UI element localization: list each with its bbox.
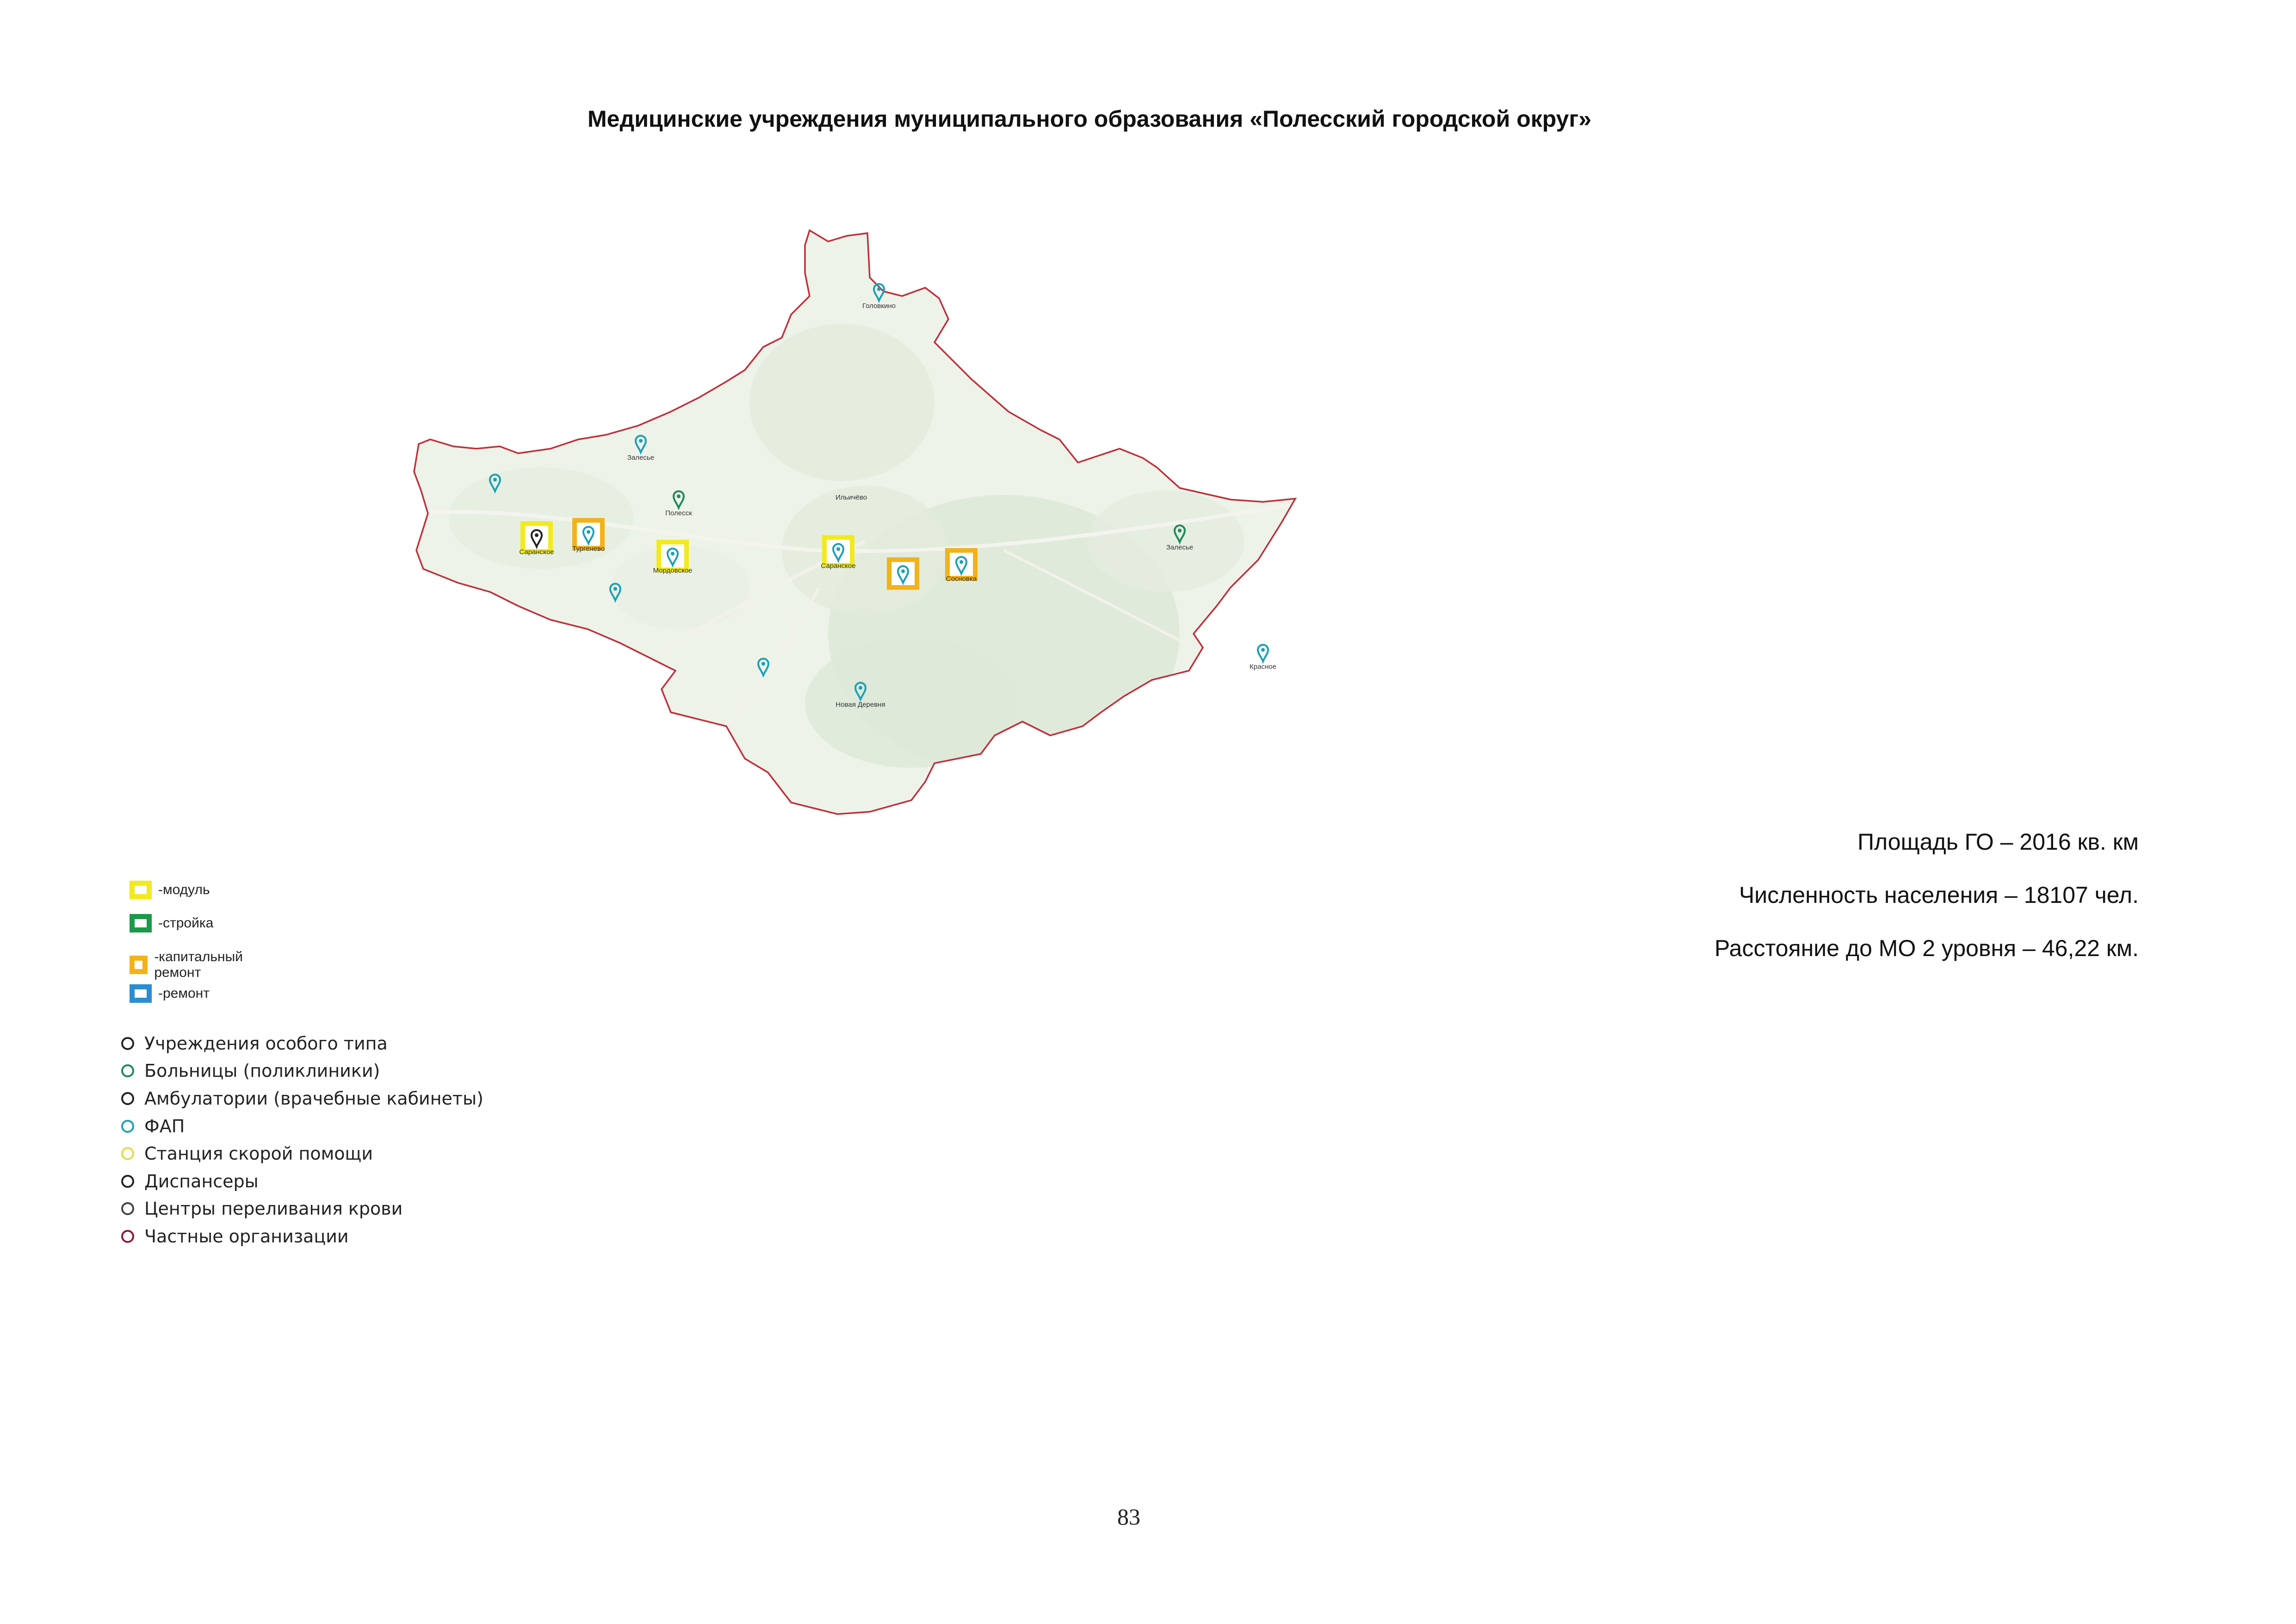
pin-dot (761, 662, 765, 666)
ambulatory-circle-icon (121, 1092, 134, 1105)
area-stat: Площадь ГО – 2016 кв. км (1857, 829, 2139, 855)
place-label: Саранское (519, 548, 554, 556)
distance-stat: Расстояние до МО 2 уровня – 46,22 км. (1714, 935, 2139, 961)
pin-dot (639, 439, 643, 443)
legend-label: -стройка (158, 915, 214, 931)
legend-row-hospitals (121, 1057, 483, 1085)
legend-row-dispensary (121, 1167, 483, 1195)
private-circle-icon (121, 1230, 134, 1243)
legend-label: Амбулатории (врачебные кабинеты) (144, 1088, 483, 1109)
legend-label: -ремонт (158, 986, 210, 1001)
legend-row-fap (121, 1112, 483, 1140)
place-label: Полесск (665, 509, 692, 517)
pin-dot (959, 560, 963, 564)
place-label: Ильичёво (835, 494, 867, 501)
pin-dot (587, 530, 590, 534)
place-label: Головкино (862, 302, 896, 310)
legend-label: Учреждения особого типа (144, 1033, 388, 1054)
pin-dot (877, 287, 881, 291)
page-number: 83 (1117, 1504, 1140, 1530)
place-label: Красное (1250, 663, 1276, 671)
legend-label: Больницы (поликлиники) (144, 1061, 380, 1081)
legend-row-emergency (121, 1140, 483, 1167)
facility-marker[interactable] (653, 542, 693, 574)
fap-circle-icon (121, 1120, 134, 1133)
place-label: Тургенево (572, 545, 605, 553)
pin-dot (1178, 529, 1182, 532)
facility-marker[interactable] (1250, 645, 1276, 671)
major-repair-swatch (130, 956, 148, 974)
legend-label: Диспансеры (144, 1171, 259, 1192)
legend-row-major-repair (130, 949, 247, 981)
hospital-circle-icon (121, 1064, 134, 1077)
pin-dot (671, 552, 675, 556)
facility-marker[interactable] (889, 560, 917, 587)
legend-row-blood-centers (121, 1195, 483, 1223)
legend-row-module (130, 881, 210, 899)
place-label: Новая Деревня (835, 701, 885, 709)
population-stat: Численность населения – 18107 чел. (1739, 882, 2139, 908)
blood-center-circle-icon (121, 1202, 134, 1215)
legend-label: ФАП (144, 1116, 185, 1136)
facility-marker[interactable] (572, 520, 605, 553)
place-label: Мордовское (653, 567, 693, 574)
district-stats (1714, 828, 2139, 988)
pin-dot (677, 494, 681, 498)
facility-marker[interactable] (519, 524, 554, 556)
pin-dot (859, 686, 862, 690)
map-title: Медицинские учреждения муниципального образования «Полесский городской округ» (588, 106, 1591, 132)
pin-dot (901, 569, 905, 573)
construction-swatch (130, 914, 152, 932)
legend-row-special (121, 1030, 483, 1057)
legend-row-private (121, 1223, 483, 1250)
legend-label: Центры переливания крови (144, 1198, 403, 1219)
legend-label: -модуль (158, 882, 210, 897)
facility-marker[interactable] (946, 550, 977, 583)
legend-label: Частные организации (144, 1226, 349, 1247)
pin-dot (836, 547, 840, 551)
facility-marker[interactable] (821, 537, 855, 570)
place-label: Сосновка (946, 575, 977, 583)
map-pin-icon (1258, 645, 1268, 661)
place-label: Залесье (1166, 543, 1194, 551)
district-map (402, 217, 1305, 833)
legend-label: -капитальный ремонт (154, 949, 243, 980)
repair-swatch (130, 984, 152, 1003)
pin-dot (1261, 648, 1265, 652)
special-type-circle-icon (121, 1037, 134, 1050)
legend-row-repair (130, 984, 210, 1003)
dispensary-circle-icon (121, 1175, 134, 1188)
place-label: Саранское (821, 562, 856, 570)
module-swatch (130, 881, 152, 899)
pin-dot (493, 478, 497, 482)
institution-type-legend (121, 1030, 483, 1250)
place-label: Залесье (627, 454, 655, 462)
legend-row-ambulatory (121, 1085, 483, 1112)
legend-row-construction (130, 914, 213, 932)
pin-dot (535, 533, 538, 537)
pin-dot (613, 587, 617, 591)
emergency-circle-icon (121, 1147, 134, 1160)
legend-label: Станция скорой помощи (144, 1143, 373, 1164)
